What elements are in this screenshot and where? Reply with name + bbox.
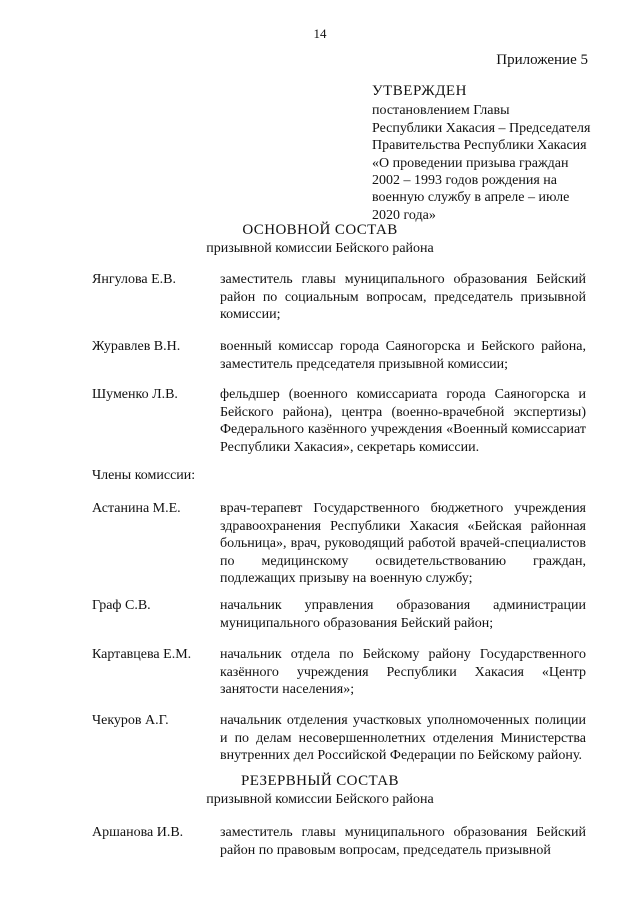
member-name: Янгулова Е.В. [92, 272, 176, 287]
approval-line: Республики Хакасия – Председателя [372, 120, 591, 136]
member-role: заместитель главы муниципального образования Бейский район по социальным вопросам, председатель призывной комиссии; [220, 272, 586, 323]
member-name: Журавлев В.Н. [92, 339, 181, 354]
member-role: заместитель главы муниципального образования Бейский район по правовым вопросам, председатель призывной [220, 825, 586, 858]
member-role: начальник отделения участковых уполномоченных полиции и по делам несовершеннолетних отделения Министерства внутренних дел Российской Федерации по Бейскому району. [220, 713, 586, 764]
member-name: Граф С.В. [92, 598, 151, 613]
approval-line: Правительства Республики Хакасия [372, 138, 587, 154]
member-role: врач-терапевт Государственного бюджетного учреждения здравоохранения Республики Хакасия «Бейская районная больница», врач, руководящий работой врачей-специалистов по медицинскому освидетельствованию граждан, подлежащих призыву на военную службу; [220, 501, 586, 587]
appendix-label: Приложение 5 [496, 52, 588, 68]
approval-line: «О проведении призыва граждан [372, 155, 569, 171]
approval-line: военную службу в апреле – июле [372, 190, 570, 206]
page-number: 14 [313, 26, 327, 41]
main-section-subtitle: призывной комиссии Бейского района [206, 241, 434, 256]
main-section-heading [0, 222, 640, 257]
approval-heading: УТВЕРЖДЕН [372, 83, 467, 99]
approval-line: 2020 года» [372, 207, 436, 223]
approval-block [372, 83, 590, 224]
member-name: Аршанова И.В. [92, 825, 184, 840]
member-name: Чекуров А.Г. [92, 713, 169, 728]
approval-line: постановлением Главы [372, 103, 510, 119]
member-name: Шуменко Л.В. [92, 387, 178, 402]
main-section-title: ОСНОВНОЙ СОСТАВ [242, 222, 398, 238]
reserve-section-title: РЕЗЕРВНЫЙ СОСТАВ [241, 773, 399, 789]
member-role: военный комиссар города Саяногорска и Бейского района, заместитель председателя призывной комиссии; [220, 339, 586, 372]
member-name: Астанина М.Е. [92, 501, 181, 516]
reserve-section-heading [0, 773, 640, 808]
member-role: начальник управления образования администрации муниципального образования Бейский район; [220, 598, 586, 631]
member-role: начальник отдела по Бейскому району Государственного казённого учреждения Республики Хакасия «Центр занятости населения»; [220, 647, 586, 698]
member-name: Картавцева Е.М. [92, 647, 192, 662]
approval-line: 2002 – 1993 годов рождения на [372, 173, 558, 189]
members-label: Члены комиссии: [92, 468, 196, 483]
reserve-section-subtitle: призывной комиссии Бейского района [206, 792, 434, 807]
member-role: фельдшер (военного комиссариата города Саяногорска и Бейского района), центра (военно-врачебной экспертизы) Федерального казённого учреждения «Военный комиссариат Республики Хакасия», секретарь комиссии. [220, 387, 586, 455]
